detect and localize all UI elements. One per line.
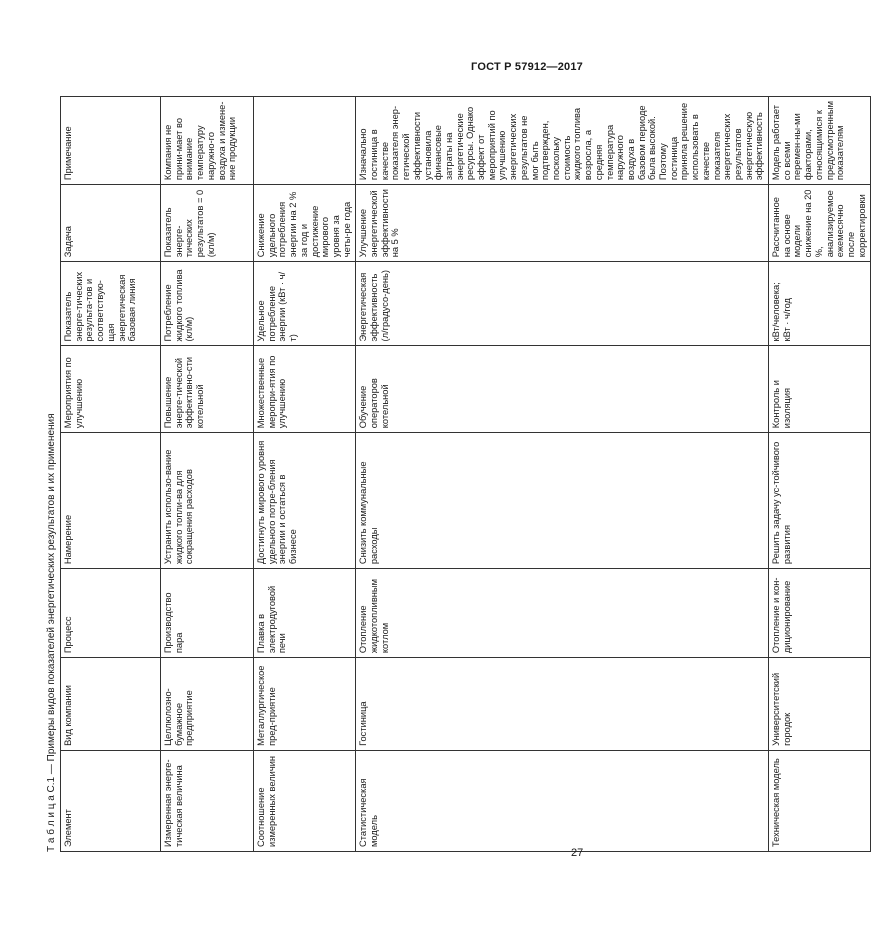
table-cell: Отопление жидкотопливным котлом <box>356 569 769 658</box>
table-cell <box>254 97 356 185</box>
table-cell: Статистическая модель <box>356 750 769 851</box>
table-cell: Показатель энерге-тических результатов = 0 (кл/м) <box>161 185 254 262</box>
table-cell: Решить задачу ус-тойчивого развития <box>769 433 871 569</box>
table-cell: Намерение <box>61 433 161 569</box>
table-cell: Контроль и изоляция <box>769 346 871 433</box>
table-cell: кВт/человека; кВт · ч/год <box>769 262 871 346</box>
table-column <box>61 97 161 852</box>
table-cell: Соотношение измеренных величин <box>254 750 356 851</box>
table-cell: Университетский городок <box>769 658 871 751</box>
table-cell: Достигнуть мирового уровня удельного потре-бления энергии и остаться в бизнесе <box>254 433 356 569</box>
table-cell: Рассчитанное на основе модели снижение на 20 %, анализируемое ежемесячно после корректировки <box>769 185 871 262</box>
table-cell: Изначально гостиница в качестве показателя энер-гетической эффективности установила финансовые затраты на энергетические ресурсы. Однако эффект от мероприятий по улучшению энергетических результатов не мог быть подтвержден, поскольку стоимость жидкого топлива возросла, а средняя температура наружного воздуха в базовом периоде была высокой. Поэтому гостиница приняла решение использовать в качестве показателя энергетических результатов энергетическую эффективность <box>356 97 769 185</box>
table-cell: Примечание <box>61 97 161 185</box>
table-cell: Элемент <box>61 750 161 851</box>
table-cell: Повышение энерге-тической эффективно-сти котельной <box>161 346 254 433</box>
table-cell: Показатель энерге-тических результа-тов и соответствую-щая энергетическая базовая линия <box>61 262 161 346</box>
table-cell: Целлюлозно-бумажное предприятие <box>161 658 254 751</box>
table-column <box>769 97 871 852</box>
table-cell: Отопление и кон-диционирование <box>769 569 871 658</box>
table-column <box>161 97 254 852</box>
standard-designation: ГОСТ Р 57912—2017 <box>471 61 583 73</box>
table-column <box>254 97 356 852</box>
table-cell: Измеренная энерге-тическая величина <box>161 750 254 851</box>
table-cell: Модель работает со всеми перемен-ны-ми факторами, относящимися к предусмотренным показателям <box>769 97 871 185</box>
table-cell: Производство пара <box>161 569 254 658</box>
table-cell: Устранить использо-вание жидкого топли-ва для сокращения расходов <box>161 433 254 569</box>
table-cell: Обучение операторов котельной <box>356 346 769 433</box>
rotated-table-block <box>42 96 867 852</box>
table-column <box>356 97 769 852</box>
page-number: 27 <box>571 847 584 859</box>
table-cell: Техническая модель <box>769 750 871 851</box>
table-cell: Удельное потребление энергии (кВт · ч/т) <box>254 262 356 346</box>
table-caption: Т а б л и ц а С.1 — Примеры видов показателей энергетических результатов и их применения <box>46 413 57 852</box>
table-cell: Задача <box>61 185 161 262</box>
table-cell: Снижение удельного потребления энергии на 2 % за год и достижение мирового уровня за четы-ре года <box>254 185 356 262</box>
table-cell: Потребление жидкого топлива (кл/м) <box>161 262 254 346</box>
table-cell: Вид компании <box>61 658 161 751</box>
table-cell: Мероприятия по улучшению <box>61 346 161 433</box>
table-cell: Снизить коммунальные расходы <box>356 433 769 569</box>
table-cell: Энергетическая эффективность (л/градусо-день) <box>356 262 769 346</box>
table-cell: Улучшение энергетической эффективности на 5 % <box>356 185 769 262</box>
table-cell: Компания не прини-мает во внимание температуру наружно-го воздуха и измене-ние продукции <box>161 97 254 185</box>
table-cell: Гостиница <box>356 658 769 751</box>
table-cell: Множественные меропри-ятия по улучшению <box>254 346 356 433</box>
table-cell: Процесс <box>61 569 161 658</box>
indicators-table <box>60 96 871 852</box>
table-cell: Плавка в электродуговой печи <box>254 569 356 658</box>
table-cell: Металлургическое пред-приятие <box>254 658 356 751</box>
